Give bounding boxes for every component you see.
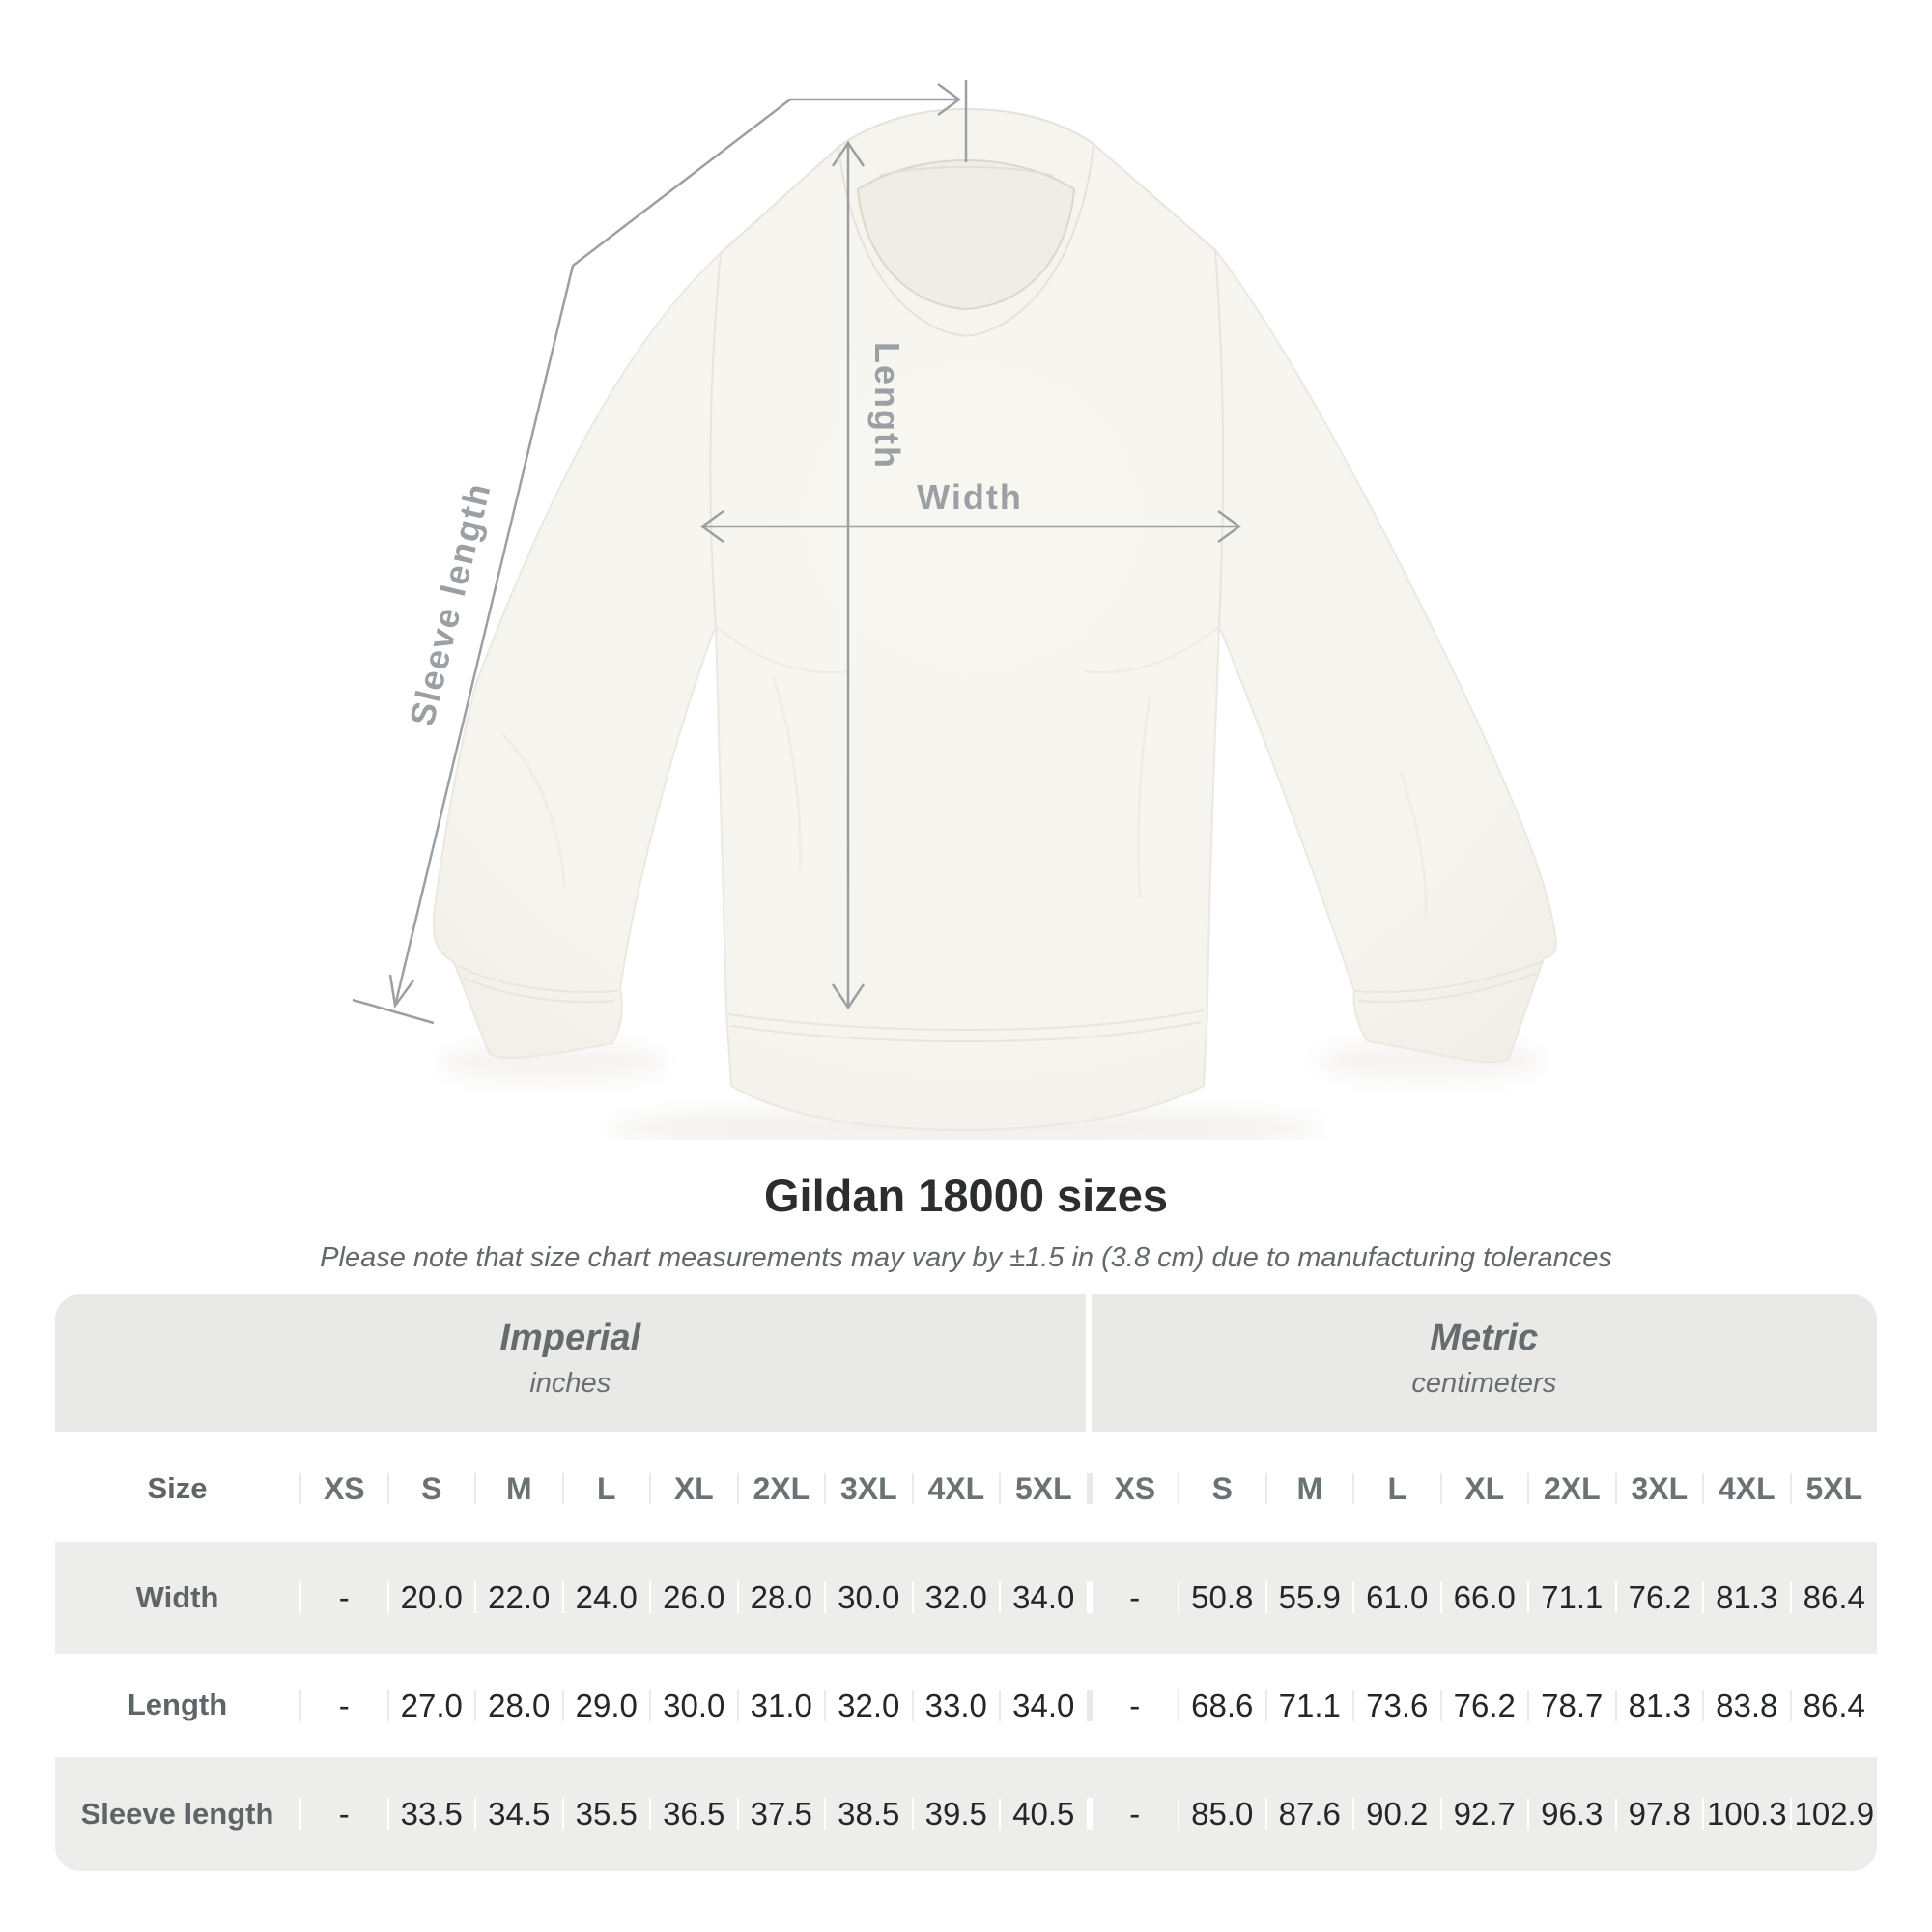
size-column-header: Size	[147, 1470, 208, 1505]
value-cell: 66.0	[1440, 1581, 1528, 1613]
value-cell: 33.5	[387, 1798, 475, 1830]
size-table	[55, 1294, 1877, 1871]
imperial-label: Imperial	[499, 1317, 641, 1358]
value-cell: 87.6	[1265, 1798, 1353, 1830]
value-cell: 40.5	[999, 1798, 1087, 1830]
value-cell: 100.3	[1702, 1798, 1790, 1830]
width-label: Width	[917, 477, 1023, 517]
value-cell: 81.3	[1615, 1690, 1703, 1721]
value-cell: 76.2	[1615, 1581, 1703, 1613]
value-cell: 37.5	[737, 1798, 825, 1830]
value-cell: 29.0	[562, 1690, 650, 1721]
unit-header-band	[55, 1294, 1877, 1432]
size-header: 4XL	[1702, 1473, 1790, 1504]
value-cell: 34.5	[474, 1798, 562, 1830]
value-cell: 32.0	[912, 1581, 1000, 1613]
row-label: Length	[127, 1688, 228, 1722]
value-cell: 50.8	[1178, 1581, 1265, 1613]
value-cell: 34.0	[999, 1581, 1087, 1613]
size-header: 3XL	[824, 1473, 912, 1504]
size-header: 2XL	[1527, 1473, 1615, 1504]
value-cell: 24.0	[562, 1581, 650, 1613]
value-cell: 102.9	[1790, 1798, 1877, 1830]
value-cell: 26.0	[649, 1581, 737, 1613]
imperial-header	[55, 1294, 1086, 1432]
value-cell: 35.5	[562, 1798, 650, 1830]
metric-header	[1092, 1294, 1877, 1432]
value-cell: 90.2	[1352, 1798, 1440, 1830]
size-header: XL	[1440, 1473, 1528, 1504]
size-header: XS	[1087, 1473, 1179, 1504]
size-header: M	[474, 1473, 562, 1504]
sweatshirt-body	[434, 109, 1556, 1130]
value-cell: 83.8	[1702, 1690, 1790, 1721]
table-row-sleeve-length	[55, 1757, 1877, 1871]
value-cell: 20.0	[387, 1581, 475, 1613]
value-cell: 71.1	[1265, 1690, 1353, 1721]
value-cell: 31.0	[737, 1690, 825, 1721]
table-row-length	[55, 1654, 1877, 1757]
metric-label: Metric	[1430, 1317, 1539, 1358]
length-label: Length	[867, 342, 907, 469]
value-cell: -	[1087, 1798, 1179, 1830]
value-cell: 32.0	[824, 1690, 912, 1721]
value-cell: 92.7	[1440, 1798, 1528, 1830]
value-cell: 39.5	[912, 1798, 1000, 1830]
value-cell: 81.3	[1702, 1581, 1790, 1613]
value-cell: 78.7	[1527, 1690, 1615, 1721]
size-header: 4XL	[912, 1473, 1000, 1504]
size-header: S	[1178, 1473, 1265, 1504]
value-cell: -	[299, 1798, 387, 1830]
value-cell: -	[299, 1581, 387, 1613]
metric-unit-label: centimeters	[1411, 1367, 1557, 1399]
size-header: 2XL	[737, 1473, 825, 1504]
value-cell: 85.0	[1178, 1798, 1265, 1830]
value-cell: 97.8	[1615, 1798, 1703, 1830]
value-cell: 68.6	[1178, 1690, 1265, 1721]
size-header: XL	[649, 1473, 737, 1504]
value-cell: 34.0	[999, 1690, 1087, 1721]
row-label: Width	[135, 1579, 219, 1614]
value-cell: 96.3	[1527, 1798, 1615, 1830]
size-header: M	[1265, 1473, 1353, 1504]
table-row-width	[55, 1542, 1877, 1654]
value-cell: 76.2	[1440, 1690, 1528, 1721]
size-header: S	[387, 1473, 475, 1504]
value-cell: -	[299, 1690, 387, 1721]
value-cell: 86.4	[1790, 1690, 1877, 1721]
value-cell: 55.9	[1265, 1581, 1353, 1613]
sleeve-length-label: Sleeve length	[401, 477, 498, 730]
size-header: L	[1352, 1473, 1440, 1504]
value-cell: 27.0	[387, 1690, 475, 1721]
page-title: Gildan 18000 sizes	[763, 1170, 1169, 1221]
imperial-unit-label: inches	[529, 1367, 611, 1399]
size-header: L	[562, 1473, 650, 1504]
value-cell: 28.0	[474, 1690, 562, 1721]
value-cell: 22.0	[474, 1581, 562, 1613]
size-header: 5XL	[999, 1473, 1087, 1504]
size-header: 5XL	[1790, 1473, 1877, 1504]
size-header: XS	[299, 1473, 387, 1504]
table-header-row	[55, 1435, 1877, 1542]
row-label: Sleeve length	[80, 1796, 274, 1831]
value-cell: 33.0	[912, 1690, 1000, 1721]
value-cell: 73.6	[1352, 1690, 1440, 1721]
size-header: 3XL	[1615, 1473, 1703, 1504]
value-cell: 30.0	[824, 1581, 912, 1613]
value-cell: 71.1	[1527, 1581, 1615, 1613]
value-cell: -	[1087, 1690, 1179, 1721]
value-cell: 38.5	[824, 1798, 912, 1830]
value-cell: 86.4	[1790, 1581, 1877, 1613]
value-cell: 28.0	[737, 1581, 825, 1613]
tolerance-note: Please note that size chart measurements may vary by ±1.5 in (3.8 cm) due to manufacturing tolerances	[320, 1242, 1612, 1273]
value-cell: 61.0	[1352, 1581, 1440, 1613]
value-cell: -	[1087, 1581, 1179, 1613]
value-cell: 36.5	[649, 1798, 737, 1830]
value-cell: 30.0	[649, 1690, 737, 1721]
